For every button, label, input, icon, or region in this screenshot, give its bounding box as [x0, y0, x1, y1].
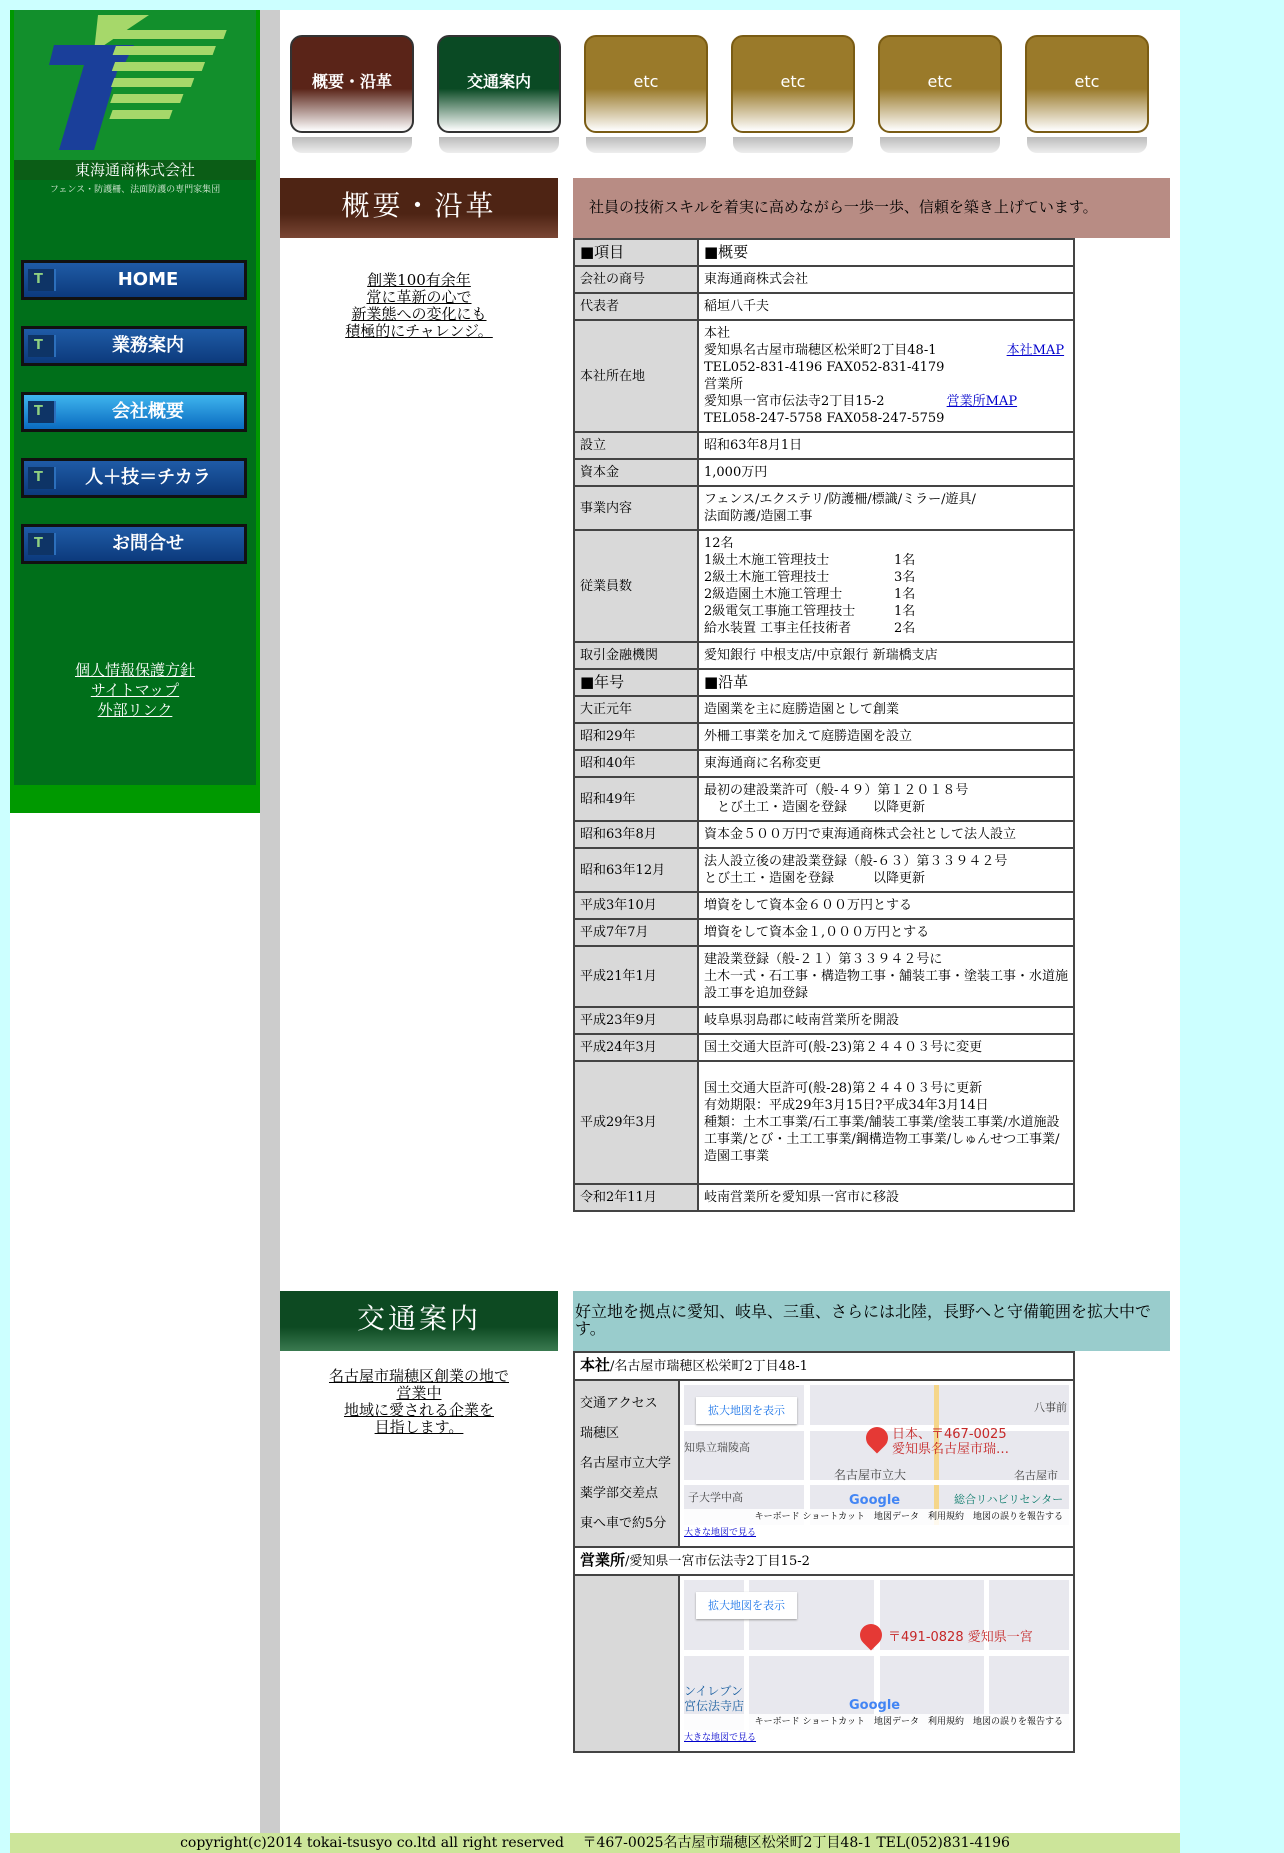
tab-kotsu[interactable]: 交通案内 — [437, 35, 561, 133]
kotsu-banner: 好立地を拠点に愛知、岐阜、三重、さらには北陸，長野へと守備範囲を拡大中です。 — [573, 1291, 1170, 1351]
page-footer: copyright(c)2014 tokai-tsusyo co.ltd all right reserved 〒467-0025名古屋市瑞穂区松栄町2丁目48-1 TEL(052)831-4196 — [10, 1833, 1180, 1853]
history-year: 平成3年10月 — [574, 892, 698, 919]
honsha-title-row — [574, 1352, 1074, 1380]
row-value: 昭和63年8月1日 — [698, 432, 1074, 459]
slogan-line: 営業中 — [396, 1384, 442, 1402]
nav-home-label: HOME — [117, 269, 179, 290]
map-footer[interactable]: キーボード ショートカット 地図データ 利用規約 地図の誤りを報告する — [684, 1714, 1069, 1730]
row-value: 稲垣八千夫 — [698, 293, 1074, 320]
event-line: 最初の建設業許可（般-４９）第１２０１８号 — [704, 783, 969, 798]
event-line: 種類：土木工事業/石工事業/舗装工事業/塗装工事業/水道施設工事業/とび・土工工事業/鋼構造物工事業/しゅんせつ工事業/造園工事業 — [704, 1115, 1060, 1164]
honsha-map-link[interactable]: 本社MAP — [1006, 343, 1065, 358]
eigyo-title-cell — [574, 1547, 1074, 1575]
row-key: 資本金 — [574, 459, 698, 486]
count: 3名 — [894, 570, 916, 585]
map-area-label: 子大学中高 — [688, 1491, 743, 1504]
tab-etc-3[interactable]: etc — [878, 35, 1002, 133]
header-overview: ■概要 — [698, 239, 1074, 266]
nav-business-button[interactable] — [21, 326, 247, 366]
employee-line — [704, 620, 1068, 637]
address-line — [704, 393, 1068, 410]
history-row — [574, 1034, 1074, 1061]
value-line: 法面防護/造園工事 — [704, 509, 813, 524]
address-line: TEL058-247-5758 FAX058-247-5759 — [704, 411, 945, 426]
map-area-label — [684, 1684, 744, 1714]
row-key: 従業員数 — [574, 530, 698, 642]
logo-mini-icon — [28, 467, 56, 489]
logo-mini-icon — [28, 269, 56, 291]
history-year: 昭和49年 — [574, 777, 698, 821]
address-line — [704, 342, 1068, 359]
history-event — [698, 821, 1074, 848]
gaiyou-heading: 概要・沿革 — [280, 178, 558, 238]
kotsu-heading: 交通案内 — [280, 1291, 558, 1351]
table-row-employees — [574, 530, 1074, 642]
employee-line — [704, 552, 1068, 569]
logo-mini-icon — [28, 533, 56, 555]
company-overview-table — [573, 238, 1075, 1212]
company-tagline: フェンス・防護柵、法面防護の専門家集団 — [49, 185, 221, 195]
event-line: 土木一式・石工事・構造物工事・舗装工事・塗装工事・水道施設工事を追加登録 — [704, 969, 1069, 1001]
row-value — [698, 486, 1074, 530]
table-row-address — [574, 320, 1074, 432]
history-event — [698, 1034, 1074, 1061]
event-line: 外柵工事業を加えて庭勝造園を設立 — [704, 729, 913, 744]
row-value: 1,000万円 — [698, 459, 1074, 486]
history-row — [574, 696, 1074, 723]
slogan-line: 創業100有余年 — [367, 271, 471, 289]
tab-etc-4[interactable]: etc — [1025, 35, 1149, 133]
employee-line — [704, 603, 1068, 620]
history-row — [574, 848, 1074, 892]
event-line: 国土交通大臣許可(般-23)第２４４０３号に変更 — [704, 1040, 983, 1055]
history-event — [698, 1184, 1074, 1211]
area-line: 宮伝法寺店 — [684, 1699, 745, 1713]
google-logo: Google — [849, 1698, 901, 1713]
qualification: 2級電気工事施工管理技士 — [704, 604, 856, 619]
eigyo-map[interactable] — [684, 1580, 1069, 1730]
event-line: 東海通商に名称変更 — [704, 756, 822, 771]
slogan-line: 常に革新の心で — [366, 288, 472, 306]
eigyo-map-row — [574, 1575, 1074, 1752]
map-road — [984, 1580, 989, 1730]
gaiyou-slogan — [280, 272, 558, 340]
map-area-label: 総合リハビリセンター — [954, 1493, 1064, 1506]
count: 1名 — [894, 553, 916, 568]
pin-line: 愛知県名古屋市瑞… — [892, 1442, 1010, 1457]
map-pin-label: 〒491-0828 愛知県一宮 — [888, 1630, 1033, 1645]
qualification: 給水装置 工事主任技術者 — [704, 621, 852, 636]
eigyo-map-link[interactable]: 営業所MAP — [946, 394, 1018, 409]
eigyo-address: 愛知県一宮市伝法寺2丁目15-2 — [704, 394, 885, 409]
history-row — [574, 946, 1074, 1007]
history-row — [574, 1061, 1074, 1184]
company-name: 東海通商株式会社 — [14, 160, 256, 180]
map-area-label: 知県立瑞陵高 — [684, 1441, 750, 1454]
history-year: 大正元年 — [574, 696, 698, 723]
row-key: 取引金融機関 — [574, 642, 698, 669]
privacy-policy-link[interactable]: 個人情報保護方針 — [74, 661, 195, 679]
nav-company-label: 会社概要 — [112, 401, 184, 422]
gaiyou-banner: 社員の技術スキルを着実に高めながら一歩一歩、信頼を築き上げています。 — [573, 178, 1170, 238]
honsha-title-cell — [574, 1352, 1074, 1380]
honsha-address: 愛知県名古屋市瑞穂区松栄町2丁目48-1 — [704, 343, 937, 358]
event-line: 増資をして資本金１,０００万円とする — [704, 925, 930, 940]
count: 1名 — [894, 587, 916, 602]
history-year: 昭和40年 — [574, 750, 698, 777]
honsha-map-cell — [679, 1380, 1074, 1547]
table-row — [574, 642, 1074, 669]
pin-line: 日本、〒467-0025 — [892, 1427, 1007, 1442]
address-line: TEL052-831-4196 FAX052-831-4179 — [704, 360, 945, 375]
table-row — [574, 432, 1074, 459]
value-line: フェンス/エクステリ/防護柵/標識/ミラー/遊具/ — [704, 492, 976, 507]
table-row — [574, 266, 1074, 293]
header-history: ■沿革 — [698, 669, 1074, 696]
history-year: 昭和29年 — [574, 723, 698, 750]
employees-value — [698, 530, 1074, 642]
nav-people-button[interactable] — [21, 458, 247, 498]
history-event — [698, 946, 1074, 1007]
map-area-label: 八事前 — [1034, 1401, 1067, 1414]
history-event — [698, 919, 1074, 946]
history-event — [698, 1061, 1074, 1184]
history-year: 平成21年1月 — [574, 946, 698, 1007]
history-event — [698, 848, 1074, 892]
slogan-line: 新業態への変化にも — [351, 305, 487, 323]
history-row — [574, 723, 1074, 750]
event-line: 資本金５００万円で東海通商株式会社として法人設立 — [704, 827, 1017, 842]
history-year: 平成24年3月 — [574, 1034, 698, 1061]
map-pin-label — [892, 1427, 1009, 1457]
sitemap-link[interactable]: サイトマップ — [90, 681, 180, 699]
map-area-label: 名古屋市立大 — [834, 1468, 907, 1482]
honsha-addr: /名古屋市瑞穂区松栄町2丁目48-1 — [610, 1359, 808, 1374]
table-header-row — [574, 239, 1074, 266]
slogan-line: 地域に愛される企業を — [343, 1401, 494, 1419]
history-event — [698, 892, 1074, 919]
kotsu-slogan — [280, 1368, 558, 1436]
large-map-link[interactable]: 大きな地図で見る — [684, 1528, 757, 1538]
history-year: 昭和63年12月 — [574, 848, 698, 892]
history-event — [698, 777, 1074, 821]
event-line: 岐南営業所を愛知県一宮市に移設 — [704, 1190, 900, 1205]
nav-contact-button[interactable] — [21, 524, 247, 564]
event-line: とび土工・造園を登録 以降更新 — [704, 871, 926, 886]
eigyo-map-cell — [679, 1575, 1074, 1752]
history-event — [698, 750, 1074, 777]
event-line: とび土工・造園を登録 以降更新 — [704, 800, 926, 815]
address-line: 本社 — [704, 326, 731, 341]
eigyo-title-row — [574, 1547, 1074, 1575]
history-year: 平成29年3月 — [574, 1061, 698, 1184]
history-row — [574, 750, 1074, 777]
tab-etc-2[interactable]: etc — [731, 35, 855, 133]
address-line: 営業所 — [704, 377, 744, 392]
history-row — [574, 777, 1074, 821]
table-header-row — [574, 669, 1074, 696]
eigyo-title: 営業所 — [580, 1551, 626, 1569]
event-line: 法人設立後の建設業登録（般-６３）第３３９４２号 — [704, 854, 1008, 869]
history-year: 令和2年11月 — [574, 1184, 698, 1211]
enlarge-map-button[interactable]: 拡大地図を表示 — [696, 1397, 797, 1424]
slogan-line: 目指します。 — [374, 1418, 464, 1436]
nav-company-button[interactable] — [21, 392, 247, 432]
history-row — [574, 1007, 1074, 1034]
access-info — [574, 1380, 679, 1547]
slogan-line: 名古屋市瑞穂区創業の地で — [328, 1367, 509, 1385]
access-line: 薬学部交差点 — [580, 1485, 659, 1501]
history-event — [698, 1007, 1074, 1034]
history-event — [698, 696, 1074, 723]
access-line: 東へ車で約5分 — [580, 1515, 667, 1531]
header-year: ■年号 — [574, 669, 698, 696]
employee-line — [704, 569, 1068, 586]
history-year: 昭和63年8月 — [574, 821, 698, 848]
row-value: 東海通商株式会社 — [698, 266, 1074, 293]
enlarge-map-button[interactable]: 拡大地図を表示 — [696, 1592, 797, 1619]
event-line: 有効期限：平成29年3月15日?平成34年3月14日 — [704, 1098, 989, 1113]
page — [10, 10, 1180, 1851]
honsha-map-row — [574, 1380, 1074, 1547]
row-value: 愛知銀行 中根支店/中京銀行 新瑞橋支店 — [698, 642, 1074, 669]
employees-total: 12名 — [704, 536, 734, 551]
employee-line — [704, 586, 1068, 603]
access-line: 名古屋市立大学 — [580, 1455, 672, 1471]
sidebar-links — [14, 660, 256, 720]
row-key: 事業内容 — [574, 486, 698, 530]
access-line: 交通アクセス — [580, 1395, 658, 1411]
access-line: 瑞穂区 — [580, 1425, 620, 1441]
history-row — [574, 892, 1074, 919]
event-line: 増資をして資本金６００万円とする — [704, 898, 913, 913]
tab-gaiyou[interactable]: 概要・沿革 — [290, 35, 414, 133]
slogan-line: 積極的にチャレンジ。 — [345, 322, 493, 340]
row-key: 代表者 — [574, 293, 698, 320]
eigyo-addr: /愛知県一宮市伝法寺2丁目15-2 — [625, 1554, 810, 1569]
event-line: 岐阜県羽島郡に岐南営業所を開設 — [704, 1013, 900, 1028]
logo-mini-icon — [28, 335, 56, 357]
tab-etc-1[interactable]: etc — [584, 35, 708, 133]
table-row — [574, 486, 1074, 530]
map-pin-icon — [855, 1619, 886, 1650]
history-year: 平成7年7月 — [574, 919, 698, 946]
content-gutter — [260, 10, 280, 1833]
qualification: 1級土木施工管理技士 — [704, 553, 830, 568]
nav-home-button[interactable] — [21, 260, 247, 300]
history-year: 平成23年9月 — [574, 1007, 698, 1034]
qualification: 2級造園土木施工管理士 — [704, 587, 843, 602]
row-key: 会社の商号 — [574, 266, 698, 293]
history-rows — [574, 696, 1074, 1211]
header-item: ■項目 — [574, 239, 698, 266]
eigyo-access-info — [574, 1575, 679, 1752]
table-row — [574, 459, 1074, 486]
large-map-link[interactable]: 大きな地図で見る — [684, 1733, 757, 1743]
event-line: 建設業登録（般-２１）第３３９４２号に — [704, 952, 943, 967]
event-line: 国土交通大臣許可(般-28)第２４４０３号に更新 — [704, 1081, 983, 1096]
history-event — [698, 723, 1074, 750]
row-key: 本社所在地 — [574, 320, 698, 432]
sidebar — [10, 10, 260, 813]
address-value — [698, 320, 1074, 432]
nav-contact-label: お問合せ — [112, 533, 184, 554]
nav-business-label: 業務案内 — [112, 335, 184, 356]
logo-graphic — [14, 10, 256, 160]
google-logo: Google — [849, 1493, 901, 1508]
company-logo[interactable] — [14, 10, 256, 160]
map-road — [804, 1385, 810, 1525]
history-row — [574, 919, 1074, 946]
honsha-title: 本社 — [580, 1356, 611, 1374]
count: 1名 — [894, 604, 916, 619]
history-row — [574, 1184, 1074, 1211]
map-footer[interactable]: キーボード ショートカット 地図データ 利用規約 地図の誤りを報告する — [684, 1509, 1069, 1525]
honsha-map[interactable] — [684, 1385, 1069, 1525]
access-table — [573, 1351, 1075, 1753]
section-tabs — [290, 35, 1170, 165]
qualification: 2級土木施工管理技士 — [704, 570, 830, 585]
history-row — [574, 821, 1074, 848]
logo-mini-icon — [28, 401, 56, 423]
row-key: 設立 — [574, 432, 698, 459]
event-line: 造園業を主に庭勝造園として創業 — [704, 702, 900, 717]
count: 2名 — [894, 621, 916, 636]
nav-people-label: 人＋技＝チカラ — [85, 467, 211, 488]
table-row — [574, 293, 1074, 320]
external-links-link[interactable]: 外部リンク — [97, 701, 173, 719]
map-area-label: 名古屋市 — [1014, 1469, 1058, 1482]
area-line: ンイレブン — [684, 1684, 743, 1698]
